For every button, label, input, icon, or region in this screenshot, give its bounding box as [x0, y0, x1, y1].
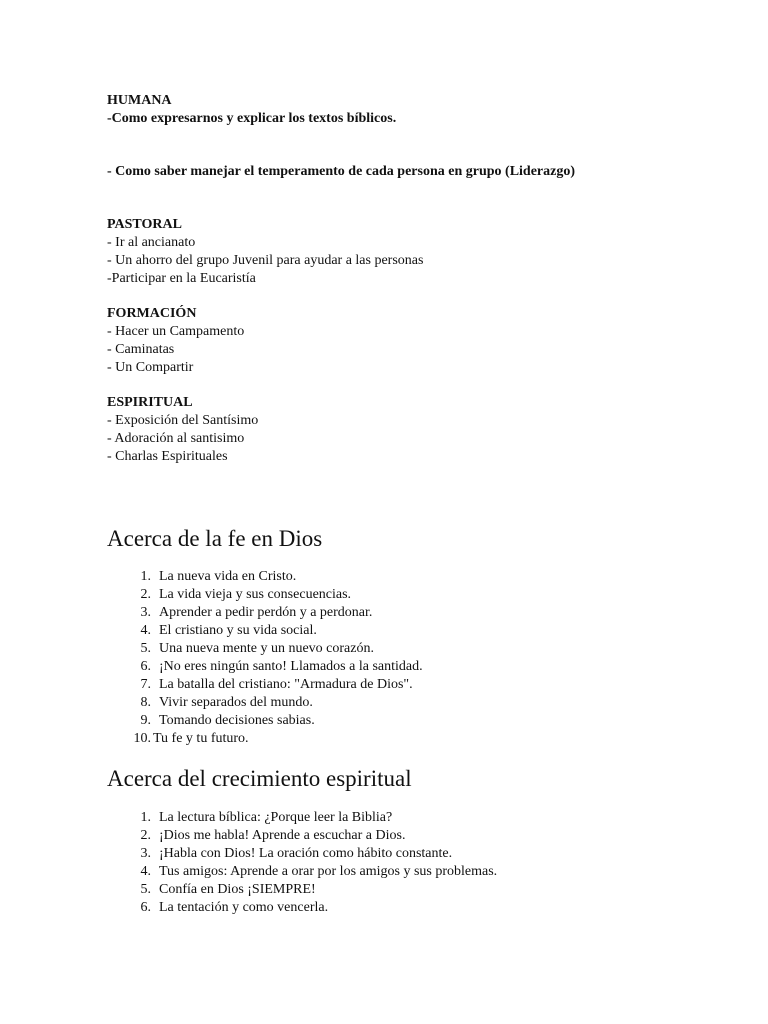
list-item	[107, 899, 707, 917]
list-item-number: 1.	[140, 569, 151, 584]
list-item-number: 7.	[140, 677, 151, 692]
formacion-item: - Un Compartir	[107, 360, 194, 375]
list-item	[107, 694, 707, 712]
list-item	[107, 604, 707, 622]
list-item	[107, 658, 707, 676]
section-espiritual	[107, 394, 707, 466]
list-fe	[107, 568, 707, 748]
list-item	[107, 809, 707, 827]
list-item-text: Aprender a pedir perdón y a perdonar.	[159, 605, 373, 620]
list-item-number: 9.	[140, 713, 151, 728]
list-item	[107, 863, 707, 881]
list-item	[107, 622, 707, 640]
list-item	[107, 712, 707, 730]
list-item	[107, 640, 707, 658]
section-humana-extra	[107, 163, 707, 181]
humana-line-2: - Como saber manejar el temperamento de cada persona en grupo (Liderazgo)	[107, 164, 576, 179]
list-item-number: 4.	[140, 623, 151, 638]
list-item-number: 4.	[140, 864, 151, 879]
list-item-text: Confía en Dios ¡SIEMPRE!	[159, 882, 316, 897]
heading-fe	[107, 524, 707, 554]
list-item-text: Una nueva mente y un nuevo corazón.	[159, 641, 374, 656]
list-item-number: 6.	[140, 659, 151, 674]
list-item-number: 10.	[133, 731, 151, 746]
section-title-pastoral: PASTORAL	[107, 217, 182, 232]
humana-line-1: -Como expresarnos y explicar los textos bíblicos.	[107, 111, 397, 126]
list-item	[107, 586, 707, 604]
heading-crecimiento	[107, 764, 707, 794]
list-item	[107, 827, 707, 845]
list-item-text: ¡Habla con Dios! La oración como hábito constante.	[159, 846, 453, 861]
section-title-formacion: FORMACIÓN	[107, 306, 197, 321]
list-item	[107, 676, 707, 694]
list-item	[107, 568, 707, 586]
espiritual-item: - Exposición del Santísimo	[107, 413, 259, 428]
section-heading-fe: Acerca de la fe en Dios	[107, 526, 323, 551]
section-heading-crecimiento: Acerca del crecimiento espiritual	[107, 766, 412, 791]
list-crecimiento	[107, 809, 707, 917]
list-item-number: 5.	[140, 882, 151, 897]
list-item-text: Tus amigos: Aprende a orar por los amigos y sus problemas.	[159, 864, 498, 879]
list-item-text: Tomando decisiones sabias.	[159, 713, 315, 728]
list-item-number: 2.	[140, 587, 151, 602]
list-item	[107, 730, 707, 748]
list-item-text: La lectura bíblica: ¿Porque leer la Biblia?	[159, 810, 393, 825]
list-item-text: El cristiano y su vida social.	[159, 623, 317, 638]
list-item	[107, 845, 707, 863]
section-formacion	[107, 305, 707, 377]
list-item-text: La nueva vida en Cristo.	[159, 569, 297, 584]
espiritual-item: - Adoración al santisimo	[107, 431, 245, 446]
section-humana	[107, 92, 707, 128]
list-item-text: ¡No eres ningún santo! Llamados a la santidad.	[159, 659, 423, 674]
pastoral-item: - Ir al ancianato	[107, 235, 196, 250]
section-title-humana: HUMANA	[107, 93, 172, 108]
section-pastoral	[107, 216, 707, 288]
pastoral-item: -Participar en la Eucaristía	[107, 271, 256, 286]
formacion-item: - Hacer un Campamento	[107, 324, 245, 339]
section-title-espiritual: ESPIRITUAL	[107, 395, 193, 410]
list-item-number: 8.	[140, 695, 151, 710]
list-item-number: 1.	[140, 810, 151, 825]
list-item-text: La vida vieja y sus consecuencias.	[159, 587, 352, 602]
formacion-item: - Caminatas	[107, 342, 175, 357]
list-item-number: 3.	[140, 605, 151, 620]
list-item	[107, 881, 707, 899]
list-item-number: 5.	[140, 641, 151, 656]
list-item-text: ¡Dios me habla! Aprende a escuchar a Dios.	[159, 828, 406, 843]
list-item-text: Tu fe y tu futuro.	[153, 731, 249, 746]
list-item-text: Vivir separados del mundo.	[159, 695, 313, 710]
list-item-number: 6.	[140, 900, 151, 915]
list-item-text: La batalla del cristiano: "Armadura de Dios".	[159, 677, 413, 692]
espiritual-item: - Charlas Espirituales	[107, 449, 228, 464]
list-item-number: 3.	[140, 846, 151, 861]
pastoral-item: - Un ahorro del grupo Juvenil para ayudar a las personas	[107, 253, 424, 268]
list-item-text: La tentación y como vencerla.	[159, 900, 329, 915]
list-item-number: 2.	[140, 828, 151, 843]
